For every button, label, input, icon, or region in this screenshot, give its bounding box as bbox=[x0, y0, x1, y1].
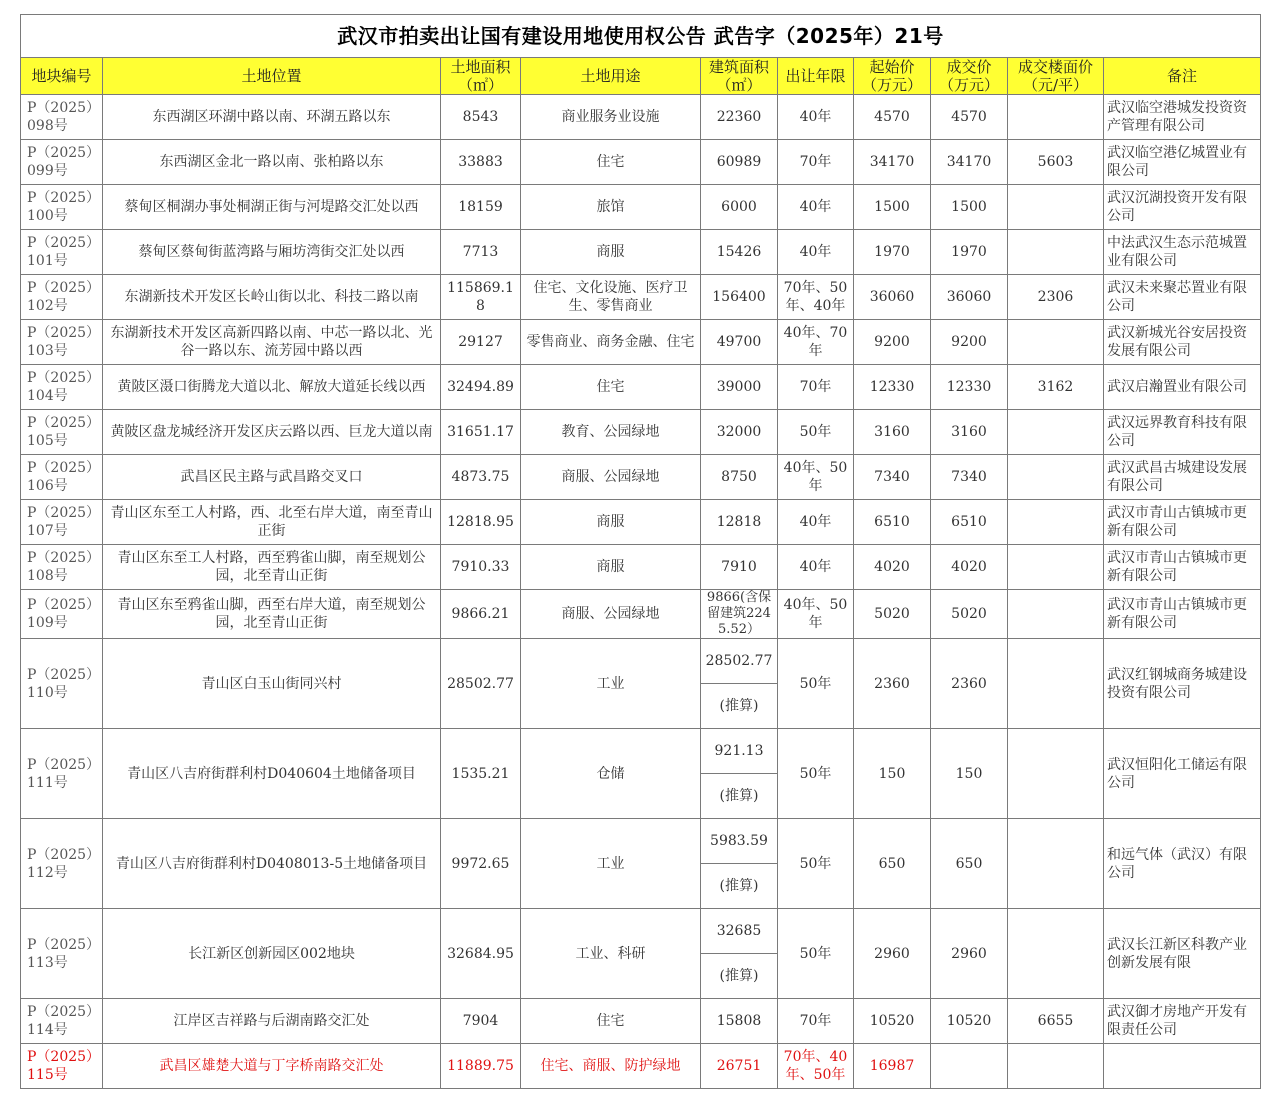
table-row bbox=[21, 95, 1261, 140]
cell-use: 住宅 bbox=[521, 999, 701, 1044]
cell-land-area: 29127 bbox=[441, 320, 521, 365]
cell-use: 仓储 bbox=[521, 729, 701, 819]
cell-location: 青山区八吉府街群利村D0408013-5土地储备项目 bbox=[103, 819, 441, 909]
cell-use: 工业 bbox=[521, 819, 701, 909]
table-row bbox=[21, 275, 1261, 320]
cell-use: 住宅 bbox=[521, 140, 701, 185]
cell-id: P（2025）109号 bbox=[21, 590, 103, 639]
cell-deal-price: 3160 bbox=[931, 410, 1008, 455]
header-use: 土地用途 bbox=[521, 58, 701, 95]
cell-unit-price bbox=[1008, 545, 1104, 590]
cell-start-price: 9200 bbox=[854, 320, 931, 365]
cell-location: 青山区八吉府街群利村D040604土地储备项目 bbox=[103, 729, 441, 819]
cell-unit-price: 6655 bbox=[1008, 999, 1104, 1044]
cell-note: 武汉红钢城商务城建设投资有限公司 bbox=[1104, 639, 1261, 729]
cell-location: 黄陂区盘龙城经济开发区庆云路以西、巨龙大道以南 bbox=[103, 410, 441, 455]
cell-deal-price: 6510 bbox=[931, 500, 1008, 545]
header-id: 地块编号 bbox=[21, 58, 103, 95]
cell-land-area: 33883 bbox=[441, 140, 521, 185]
cell-id: P（2025）108号 bbox=[21, 545, 103, 590]
cell-id: P（2025）104号 bbox=[21, 365, 103, 410]
cell-unit-price bbox=[1008, 185, 1104, 230]
cell-unit-price: 2306 bbox=[1008, 275, 1104, 320]
land-auction-table bbox=[20, 14, 1261, 1089]
cell-land-area: 115869.18 bbox=[441, 275, 521, 320]
cell-land-area: 11889.75 bbox=[441, 1044, 521, 1089]
table-row bbox=[21, 230, 1261, 275]
cell-term: 40年、70年 bbox=[778, 320, 854, 365]
cell-location: 青山区东至鸦雀山脚，西至右岸大道，南至规划公园，北至青山正街 bbox=[103, 590, 441, 639]
cell-land-area: 7904 bbox=[441, 999, 521, 1044]
cell-location: 蔡甸区蔡甸街蓝湾路与厢坊湾街交汇处以西 bbox=[103, 230, 441, 275]
cell-note: 中法武汉生态示范城置业有限公司 bbox=[1104, 230, 1261, 275]
cell-location: 蔡甸区桐湖办事处桐湖正街与河堤路交汇处以西 bbox=[103, 185, 441, 230]
cell-start-price: 5020 bbox=[854, 590, 931, 639]
cell-location: 长江新区创新园区002地块 bbox=[103, 909, 441, 999]
cell-land-area: 4873.75 bbox=[441, 455, 521, 500]
cell-term: 50年 bbox=[778, 909, 854, 999]
cell-unit-price bbox=[1008, 320, 1104, 365]
table-row bbox=[21, 819, 1261, 864]
page-title: 武汉市拍卖出让国有建设用地使用权公告 武告字（2025年）21号 bbox=[21, 15, 1261, 58]
header-unit-price: 成交楼面价（元/平） bbox=[1008, 58, 1104, 95]
cell-note: 武汉市青山古镇城市更新有限公司 bbox=[1104, 545, 1261, 590]
cell-id: P（2025）110号 bbox=[21, 639, 103, 729]
cell-term: 40年 bbox=[778, 95, 854, 140]
cell-deal-price: 9200 bbox=[931, 320, 1008, 365]
cell-location: 武昌区雄楚大道与丁字桥南路交汇处 bbox=[103, 1044, 441, 1089]
cell-id: P（2025）106号 bbox=[21, 455, 103, 500]
cell-unit-price bbox=[1008, 455, 1104, 500]
cell-id: P（2025）103号 bbox=[21, 320, 103, 365]
cell-deal-price: 4020 bbox=[931, 545, 1008, 590]
table-row bbox=[21, 320, 1261, 365]
cell-start-price: 12330 bbox=[854, 365, 931, 410]
cell-unit-price bbox=[1008, 230, 1104, 275]
cell-start-price: 36060 bbox=[854, 275, 931, 320]
cell-start-price: 150 bbox=[854, 729, 931, 819]
cell-note: 武汉临空港亿城置业有限公司 bbox=[1104, 140, 1261, 185]
cell-land-area: 32684.95 bbox=[441, 909, 521, 999]
header-start-price: 起始价（万元） bbox=[854, 58, 931, 95]
cell-note: 武汉未来聚芯置业有限公司 bbox=[1104, 275, 1261, 320]
cell-use: 住宅、商服、防护绿地 bbox=[521, 1044, 701, 1089]
cell-use: 商服 bbox=[521, 545, 701, 590]
table-row bbox=[21, 455, 1261, 500]
cell-land-area: 9866.21 bbox=[441, 590, 521, 639]
cell-location: 东西湖区环湖中路以南、环湖五路以东 bbox=[103, 95, 441, 140]
cell-term: 40年、50年 bbox=[778, 590, 854, 639]
cell-term: 40年、50年 bbox=[778, 455, 854, 500]
cell-term: 40年 bbox=[778, 500, 854, 545]
cell-start-price: 6510 bbox=[854, 500, 931, 545]
cell-land-area: 28502.77 bbox=[441, 639, 521, 729]
cell-use: 住宅 bbox=[521, 365, 701, 410]
cell-term: 40年 bbox=[778, 230, 854, 275]
cell-deal-price: 1970 bbox=[931, 230, 1008, 275]
cell-unit-price: 3162 bbox=[1008, 365, 1104, 410]
cell-floor-note: (推算) bbox=[701, 954, 778, 999]
table-row bbox=[21, 909, 1261, 954]
cell-floor-area: 6000 bbox=[701, 185, 778, 230]
cell-term: 70年 bbox=[778, 365, 854, 410]
header-term: 出让年限 bbox=[778, 58, 854, 95]
table-row bbox=[21, 500, 1261, 545]
cell-start-price: 34170 bbox=[854, 140, 931, 185]
cell-note: 武汉远界教育科技有限公司 bbox=[1104, 410, 1261, 455]
cell-floor-area: 7910 bbox=[701, 545, 778, 590]
cell-id: P（2025）113号 bbox=[21, 909, 103, 999]
cell-location: 武昌区民主路与武昌路交叉口 bbox=[103, 455, 441, 500]
cell-id: P（2025）101号 bbox=[21, 230, 103, 275]
cell-term: 50年 bbox=[778, 410, 854, 455]
cell-unit-price bbox=[1008, 639, 1104, 729]
cell-note: 武汉市青山古镇城市更新有限公司 bbox=[1104, 500, 1261, 545]
cell-unit-price bbox=[1008, 819, 1104, 909]
cell-term: 40年 bbox=[778, 185, 854, 230]
cell-land-area: 1535.21 bbox=[441, 729, 521, 819]
cell-term: 50年 bbox=[778, 819, 854, 909]
cell-note: 武汉临空港城发投资资产管理有限公司 bbox=[1104, 95, 1261, 140]
cell-floor-area: 5983.59 bbox=[701, 819, 778, 864]
cell-note: 武汉沉湖投资开发有限公司 bbox=[1104, 185, 1261, 230]
cell-term: 70年 bbox=[778, 999, 854, 1044]
table-row bbox=[21, 639, 1261, 684]
cell-floor-area: 49700 bbox=[701, 320, 778, 365]
cell-note: 武汉武昌古城建设发展有限公司 bbox=[1104, 455, 1261, 500]
cell-use: 商服、公园绿地 bbox=[521, 455, 701, 500]
cell-deal-price: 2360 bbox=[931, 639, 1008, 729]
cell-start-price: 4020 bbox=[854, 545, 931, 590]
cell-start-price: 1970 bbox=[854, 230, 931, 275]
cell-term: 70年、50年、40年 bbox=[778, 275, 854, 320]
cell-id: P（2025）112号 bbox=[21, 819, 103, 909]
cell-start-price: 3160 bbox=[854, 410, 931, 455]
cell-use: 住宅、文化设施、医疗卫生、零售商业 bbox=[521, 275, 701, 320]
header-note: 备注 bbox=[1104, 58, 1261, 95]
cell-start-price: 650 bbox=[854, 819, 931, 909]
cell-deal-price: 5020 bbox=[931, 590, 1008, 639]
cell-start-price: 4570 bbox=[854, 95, 931, 140]
cell-id: P（2025）105号 bbox=[21, 410, 103, 455]
cell-deal-price: 4570 bbox=[931, 95, 1008, 140]
cell-floor-note: (推算) bbox=[701, 684, 778, 729]
table-row bbox=[21, 590, 1261, 639]
cell-start-price: 7340 bbox=[854, 455, 931, 500]
cell-land-area: 7910.33 bbox=[441, 545, 521, 590]
header-row bbox=[21, 58, 1261, 95]
cell-unit-price bbox=[1008, 1044, 1104, 1089]
cell-note: 武汉市青山古镇城市更新有限公司 bbox=[1104, 590, 1261, 639]
cell-term: 50年 bbox=[778, 729, 854, 819]
cell-floor-area: 28502.77 bbox=[701, 639, 778, 684]
cell-floor-area: 156400 bbox=[701, 275, 778, 320]
cell-deal-price bbox=[931, 1044, 1008, 1089]
cell-land-area: 7713 bbox=[441, 230, 521, 275]
cell-term: 40年 bbox=[778, 545, 854, 590]
cell-start-price: 2360 bbox=[854, 639, 931, 729]
table-row bbox=[21, 729, 1261, 774]
cell-note: 和远气体（武汉）有限公司 bbox=[1104, 819, 1261, 909]
cell-unit-price bbox=[1008, 729, 1104, 819]
cell-start-price: 2960 bbox=[854, 909, 931, 999]
cell-floor-area: 26751 bbox=[701, 1044, 778, 1089]
header-land-area: 土地面积（㎡） bbox=[441, 58, 521, 95]
cell-land-area: 8543 bbox=[441, 95, 521, 140]
cell-floor-area: 32000 bbox=[701, 410, 778, 455]
cell-use: 工业 bbox=[521, 639, 701, 729]
cell-unit-price bbox=[1008, 410, 1104, 455]
cell-use: 教育、公园绿地 bbox=[521, 410, 701, 455]
cell-land-area: 18159 bbox=[441, 185, 521, 230]
cell-use: 商服 bbox=[521, 230, 701, 275]
cell-unit-price bbox=[1008, 590, 1104, 639]
table-row bbox=[21, 1044, 1261, 1089]
cell-deal-price: 12330 bbox=[931, 365, 1008, 410]
cell-start-price: 16987 bbox=[854, 1044, 931, 1089]
cell-location: 东湖新技术开发区长岭山街以北、科技二路以南 bbox=[103, 275, 441, 320]
cell-unit-price bbox=[1008, 95, 1104, 140]
cell-id: P（2025）114号 bbox=[21, 999, 103, 1044]
cell-land-area: 31651.17 bbox=[441, 410, 521, 455]
cell-deal-price: 1500 bbox=[931, 185, 1008, 230]
cell-floor-area: 39000 bbox=[701, 365, 778, 410]
cell-id: P（2025）102号 bbox=[21, 275, 103, 320]
cell-floor-area: 22360 bbox=[701, 95, 778, 140]
cell-deal-price: 7340 bbox=[931, 455, 1008, 500]
cell-note bbox=[1104, 1044, 1261, 1089]
cell-deal-price: 10520 bbox=[931, 999, 1008, 1044]
cell-floor-area: 921.13 bbox=[701, 729, 778, 774]
cell-location: 青山区白玉山街同兴村 bbox=[103, 639, 441, 729]
cell-unit-price bbox=[1008, 909, 1104, 999]
cell-start-price: 10520 bbox=[854, 999, 931, 1044]
cell-location: 江岸区吉祥路与后湖南路交汇处 bbox=[103, 999, 441, 1044]
cell-id: P（2025）107号 bbox=[21, 500, 103, 545]
cell-location: 东湖新技术开发区高新四路以南、中芯一路以北、光谷一路以东、流芳园中路以西 bbox=[103, 320, 441, 365]
cell-use: 零售商业、商务金融、住宅 bbox=[521, 320, 701, 365]
cell-use: 商服、公园绿地 bbox=[521, 590, 701, 639]
cell-note: 武汉新城光谷安居投资发展有限公司 bbox=[1104, 320, 1261, 365]
cell-unit-price bbox=[1008, 500, 1104, 545]
table-row bbox=[21, 545, 1261, 590]
cell-deal-price: 34170 bbox=[931, 140, 1008, 185]
cell-use: 商业服务业设施 bbox=[521, 95, 701, 140]
cell-land-area: 32494.89 bbox=[441, 365, 521, 410]
cell-term: 70年 bbox=[778, 140, 854, 185]
cell-floor-area: 15426 bbox=[701, 230, 778, 275]
cell-deal-price: 150 bbox=[931, 729, 1008, 819]
cell-floor-area: 60989 bbox=[701, 140, 778, 185]
cell-floor-area: 9866(含保留建筑2245.52） bbox=[701, 590, 778, 639]
cell-use: 工业、科研 bbox=[521, 909, 701, 999]
cell-start-price: 1500 bbox=[854, 185, 931, 230]
cell-land-area: 9972.65 bbox=[441, 819, 521, 909]
cell-id: P（2025）098号 bbox=[21, 95, 103, 140]
cell-floor-note: (推算) bbox=[701, 774, 778, 819]
cell-deal-price: 650 bbox=[931, 819, 1008, 909]
cell-use: 商服 bbox=[521, 500, 701, 545]
table-row bbox=[21, 140, 1261, 185]
cell-note: 武汉恒阳化工储运有限公司 bbox=[1104, 729, 1261, 819]
cell-term: 70年、40年、50年 bbox=[778, 1044, 854, 1089]
cell-location: 青山区东至工人村路，西至鸦雀山脚，南至规划公园，北至青山正街 bbox=[103, 545, 441, 590]
table-row bbox=[21, 185, 1261, 230]
cell-land-area: 12818.95 bbox=[441, 500, 521, 545]
cell-use: 旅馆 bbox=[521, 185, 701, 230]
cell-deal-price: 2960 bbox=[931, 909, 1008, 999]
cell-id: P（2025）100号 bbox=[21, 185, 103, 230]
cell-term: 50年 bbox=[778, 639, 854, 729]
cell-location: 黄陂区滠口街腾龙大道以北、解放大道延长线以西 bbox=[103, 365, 441, 410]
header-deal-price: 成交价（万元） bbox=[931, 58, 1008, 95]
cell-note: 武汉长江新区科教产业创新发展有限 bbox=[1104, 909, 1261, 999]
cell-id: P（2025）099号 bbox=[21, 140, 103, 185]
cell-note: 武汉御才房地产开发有限责任公司 bbox=[1104, 999, 1261, 1044]
cell-id: P（2025）111号 bbox=[21, 729, 103, 819]
cell-deal-price: 36060 bbox=[931, 275, 1008, 320]
table-row bbox=[21, 999, 1261, 1044]
cell-unit-price: 5603 bbox=[1008, 140, 1104, 185]
table-row bbox=[21, 410, 1261, 455]
table-row bbox=[21, 365, 1261, 410]
header-floor-area: 建筑面积（㎡） bbox=[701, 58, 778, 95]
cell-floor-note: (推算) bbox=[701, 864, 778, 909]
cell-note: 武汉启瀚置业有限公司 bbox=[1104, 365, 1261, 410]
cell-floor-area: 15808 bbox=[701, 999, 778, 1044]
cell-location: 东西湖区金北一路以南、张柏路以东 bbox=[103, 140, 441, 185]
cell-id: P（2025）115号 bbox=[21, 1044, 103, 1089]
cell-floor-area: 12818 bbox=[701, 500, 778, 545]
cell-floor-area: 8750 bbox=[701, 455, 778, 500]
cell-location: 青山区东至工人村路，西、北至右岸大道，南至青山正街 bbox=[103, 500, 441, 545]
cell-floor-area: 32685 bbox=[701, 909, 778, 954]
header-location: 土地位置 bbox=[103, 58, 441, 95]
